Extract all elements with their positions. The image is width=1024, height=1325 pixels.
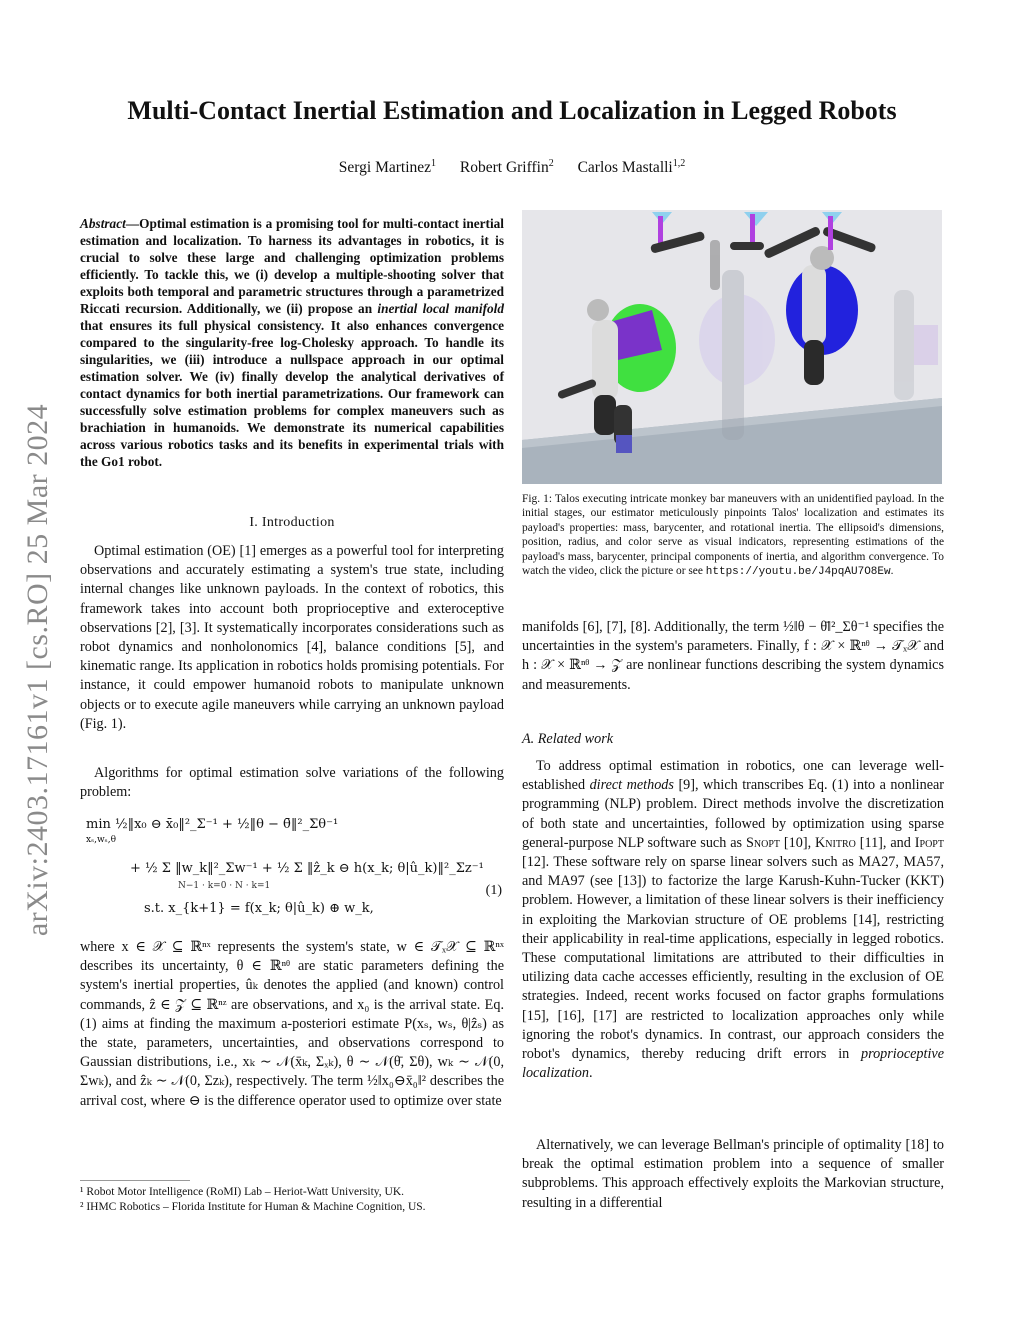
author-2: Robert Griffin$^2$ <box>459 158 554 177</box>
rw-snopt: Snopt <box>745 834 780 851</box>
abstract-text-a: —Optimal estimation is a promising tool for multi-contact inertial estimation and localization. To harness its advantages in robotics, it is crucial to solve these large and challenging optimization problems efficiently. To tackle this, we (i) develop a multiple-shooting solver that exploits both temporal and parametric structures through a parametrized Riccati recursion. Additionally, we (ii) propose an <box>80 216 504 316</box>
rw-italic-proprioceptive: proprioceptive localization <box>522 1046 944 1082</box>
paper-title: Multi-Contact Inertial Estimation and Localization in Legged Robots <box>127 96 897 125</box>
caption-end: . <box>890 565 894 578</box>
intro-paragraph-1: Optimal estimation (OE) [1] emerges as a powerful tool for interpreting observations and accurately estimating a system's true state, including internal changes like unknown payloads. In the context of robotics, this framework takes into account both proprioceptive and exteroceptive observations [2], [3]. It systematically incorporates considerations such as robot dynamics and nonholonomics [4], balance conditions [5], and kinematic range. Its application in robotics holds promising potentials. For instance, it could empower humanoid robots to manipulate unknown objects or to execute agile maneuvers while carrying an unknown payload (Fig. 1). <box>80 543 504 732</box>
right-paragraph-bellman: Alternatively, we can leverage Bellman's principle of optimality [18] to break the optimal estimation problem into a sequence of smaller subproblems. This approach effectively exploits the Markovian structure, resulting in a differential <box>522 1137 944 1211</box>
author-list <box>0 158 1024 177</box>
abstract-text-b: that ensures its full physical consistency. It also enhances convergence compared to the singularity-free log-Cholesky approach. To handle its singularities, we (iii) introduce a nullspace approach in our optimal estimation solver. We (iv) finally develop the analytical derivatives of contact dynamics for both inertial parametrizations. Our framework can successfully solve estimation problems for complex maneuvers such as brachiation in humanoids. We demonstrate its numerical capabilities across various robotics tasks and its benefits in experimental trials with the Go1 robot. <box>80 318 504 469</box>
author-3: Carlos Mastalli$^{1,2}$ <box>577 158 686 177</box>
rw-italic-direct-methods: direct methods <box>589 777 674 794</box>
section-heading-introduction: I. Introduction <box>249 515 335 530</box>
equation-limits: N−1 · k=0 · N · k=1 <box>178 881 271 891</box>
video-link[interactable]: https://youtu.be/J4pqAU7O8Ew <box>705 566 891 579</box>
rw-text-d: [11], and <box>855 834 915 851</box>
abstract-italic: inertial local manifold <box>377 301 504 316</box>
caption-text: Fig. 1: Talos executing intricate monkey bar maneuvers with an unidentified payload. In the initial stages, our estimator meticulously pinpoints Talos' localization and estimates its payload's properties: mass, barycenter, and rotational inertia. The ellipsoid's dimensions, position, radius, and color serve as visual indicators, representing estimations of the payload's mass, barycenter, principal components of inertia, and algorithm convergence. To watch the video, click the picture or see <box>522 493 944 578</box>
equation-line-2: + ½ Σ ‖w_k‖²_Σw⁻¹ + ½ Σ ‖ẑ_k ⊖ h(x_k; θ|û_k)‖²_Σz⁻¹ <box>130 861 484 876</box>
rw-text-c: [10], <box>780 834 816 851</box>
arxiv-id: arXiv:2403.17161v1 [cs.RO] 25 Mar 2024 <box>21 403 54 937</box>
equation-line-3: s.t. x_{k+1} = f(x_k; θ|û_k) ⊕ w_k, <box>144 901 374 916</box>
subsection-heading-related-work: A. Related work <box>522 731 614 747</box>
footnote-2: ² IHMC Robotics – Florida Institute for Human & Machine Cognition, US. <box>80 1201 426 1213</box>
intro-paragraph-3: where x ∈ 𝒳 ⊆ ℝⁿˣ represents the system's state, w ∈ 𝒯ₓ𝒳 ⊆ ℝⁿˣ describes its uncertainty, θ ∈ ℝⁿᶿ are static parameters defining the system's inertial properties, ûₖ denotes the applied (and known) control commands, ẑ ∈ 𝒵 ⊆ ℝⁿᶻ are observations, and x₀ is the arrival state. Eq. (1) aims at finding the maximum a-posteriori estimate P(xₛ, wₛ, θ|ẑₛ) as the state, parameters, uncertainties, and observations correspond to Gaussian distributions, i.e., xₖ ∼ 𝒩(x̄ₖ, Σₓₖ), θ ∼ 𝒩(θ̄, Σθ), wₖ ∼ 𝒩(0, Σwₖ), and ẑₖ ∼ 𝒩(0, Σzₖ), respectively. The term ½‖x₀⊖x̄₀‖² describes the arrival cost, where ⊖ is the difference operator used to optimize over state <box>80 939 504 1109</box>
arxiv-sidebar <box>14 350 62 990</box>
abstract <box>80 215 504 470</box>
footnote-1: ¹ Robot Motor Intelligence (RoMI) Lab – Heriot-Watt University, UK. <box>80 1186 405 1198</box>
rw-text-f: . <box>589 1065 593 1082</box>
rw-text-b: [9], which transcribes Eq. (1) into a nonlinear programming (NLP) problem. Direct methods involve the discretization of both state and uncertainties, followed by optimization using sparse general-purpose NLP software such as <box>522 777 945 851</box>
intro-paragraph-2: Algorithms for optimal estimation solve variations of the following problem: <box>80 765 504 801</box>
figure-1-caption <box>522 492 944 579</box>
rw-ipopt: Ipopt <box>914 834 944 851</box>
rw-text-e: [12]. These software rely on sparse linear solvers such as MA27, MA57, and MA97 (see [13]) to factorize the large Karush-Kuhn-Tucker (KKT) problem. However, a limitation of these linear solvers is their inefficiency in exploiting the Markovian structure of OE problems [14], restricting their applicability in real-time applications, especially in legged robotics. These computational limitations are attributed to their difficulties in utilizing data cache accesses efficiently, resulting in the exclusion of OE strategies. Indeed, recent works focused on factor graphs formulations [15], [16], [17] are restricted to localization approaches only while ignoring the robot's dynamics. In contrast, our approach considers the robot's dynamics, thereby reducing drift errors in <box>522 854 944 1063</box>
rw-text-a: To address optimal estimation in robotics, one can leverage well-established <box>522 758 944 794</box>
equation-1 <box>80 815 504 930</box>
equation-line-1: min ½‖x₀ ⊖ x̄₀‖²_Σ⁻¹ + ½‖θ − θ̄‖²_Σθ⁻¹ <box>86 817 339 832</box>
talos-brachiation-illustration <box>522 210 942 484</box>
footnote-rule <box>80 1180 190 1181</box>
rw-knitro: Knitro <box>815 834 856 851</box>
figure-1-image[interactable] <box>522 210 942 484</box>
equation-number: (1) <box>485 883 502 898</box>
related-work-paragraph <box>522 757 944 1083</box>
footnotes <box>80 1180 504 1215</box>
right-paragraph-1: manifolds [6], [7], [8]. Additionally, the term ½‖θ − θ̄‖²_Σθ⁻¹ specifies the uncertainties in the system's parameters. Finally, f : 𝒳 × ℝⁿᶿ → 𝒯ₓ𝒳 and h : 𝒳 × ℝⁿᶿ → 𝒵 are nonlinear functions describing the system dynamics and measurements. <box>522 619 944 693</box>
equation-subscript: xₛ,wₛ,θ <box>86 835 116 845</box>
abstract-lead: Abstract <box>80 216 126 231</box>
author-1: Sergi Martinez$^1$ <box>338 158 437 177</box>
